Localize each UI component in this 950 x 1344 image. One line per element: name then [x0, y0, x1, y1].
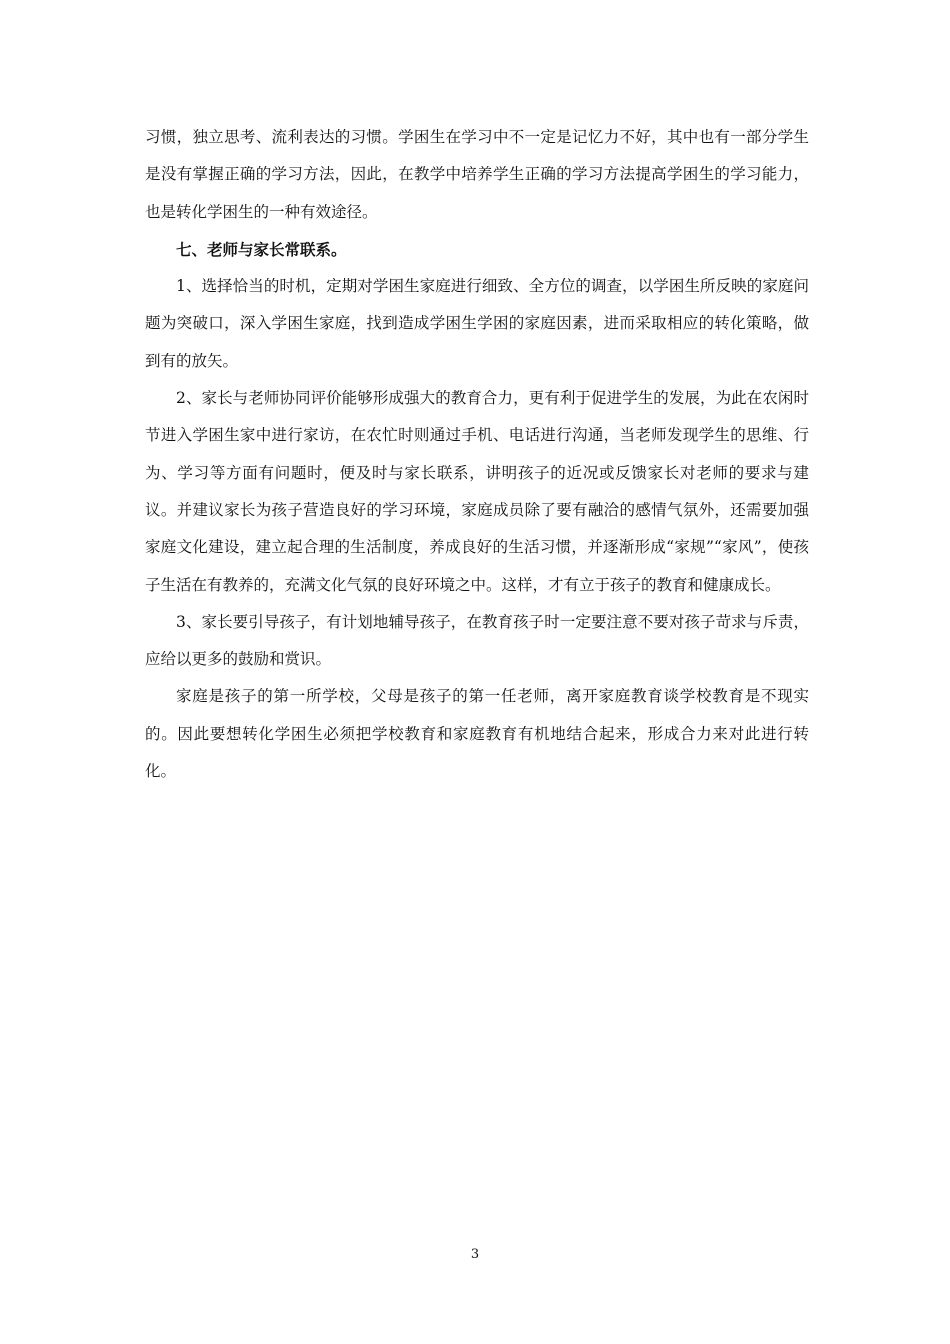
paragraph-item-2: 2、家长与老师协同评价能够形成强大的教育合力，更有利于促进学生的发展，为此在农闲时节进入学困生家中进行家访，在农忙时则通过手机、电话进行沟通，当老师发现学生的思维、行为、学习等方面有问题时，便及时与家长联系，讲明孩子的近况或反馈家长对老师的要求与建议。并建议家长为孩子营造良好的学习环境，家庭成员除了要有融洽的感情气氛外，还需要加强家庭文化建设，建立起合理的生活制度，养成良好的生活习惯，并逐渐形成“家规”“家风”，使孩子生活在有教养的，充满文化气氛的良好环境之中。这样，才有立于孩子的教育和健康成长。 [145, 389, 809, 594]
paragraph-item-1: 1、选择恰当的时机，定期对学困生家庭进行细致、全方位的调查，以学困生所反映的家庭问题为突破口，深入学困生家庭，找到造成学困生学困的家庭因素，进而采取相应的转化策略，做到有的放矢。 [145, 277, 809, 370]
document-body [145, 119, 809, 790]
page-number: 3 [470, 1247, 480, 1262]
paragraph-item-3: 3、家长要引导孩子，有计划地辅导孩子，在教育孩子时一定要注意不要对孩子苛求与斥责，应给以更多的鼓励和赏识。 [145, 612, 809, 669]
paragraph-study-habits: 习惯，独立思考、流利表达的习惯。学困生在学习中不一定是记忆力不好，其中也有一部分学生是没有掌握正确的学习方法，因此，在教学中培养学生正确的学习方法提高学困生的学习能力，也是转化学困生的一种有效途径。 [145, 128, 809, 221]
paragraph-conclusion: 家庭是孩子的第一所学校，父母是孩子的第一任老师，离开家庭教育谈学校教育是不现实的。因此要想转化学困生必须把学校教育和家庭教育有机地结合起来，形成合力来对此进行转化。 [145, 687, 809, 781]
section-heading-teacher-parent-contact: 七、老师与家长常联系。 [176, 239, 347, 259]
